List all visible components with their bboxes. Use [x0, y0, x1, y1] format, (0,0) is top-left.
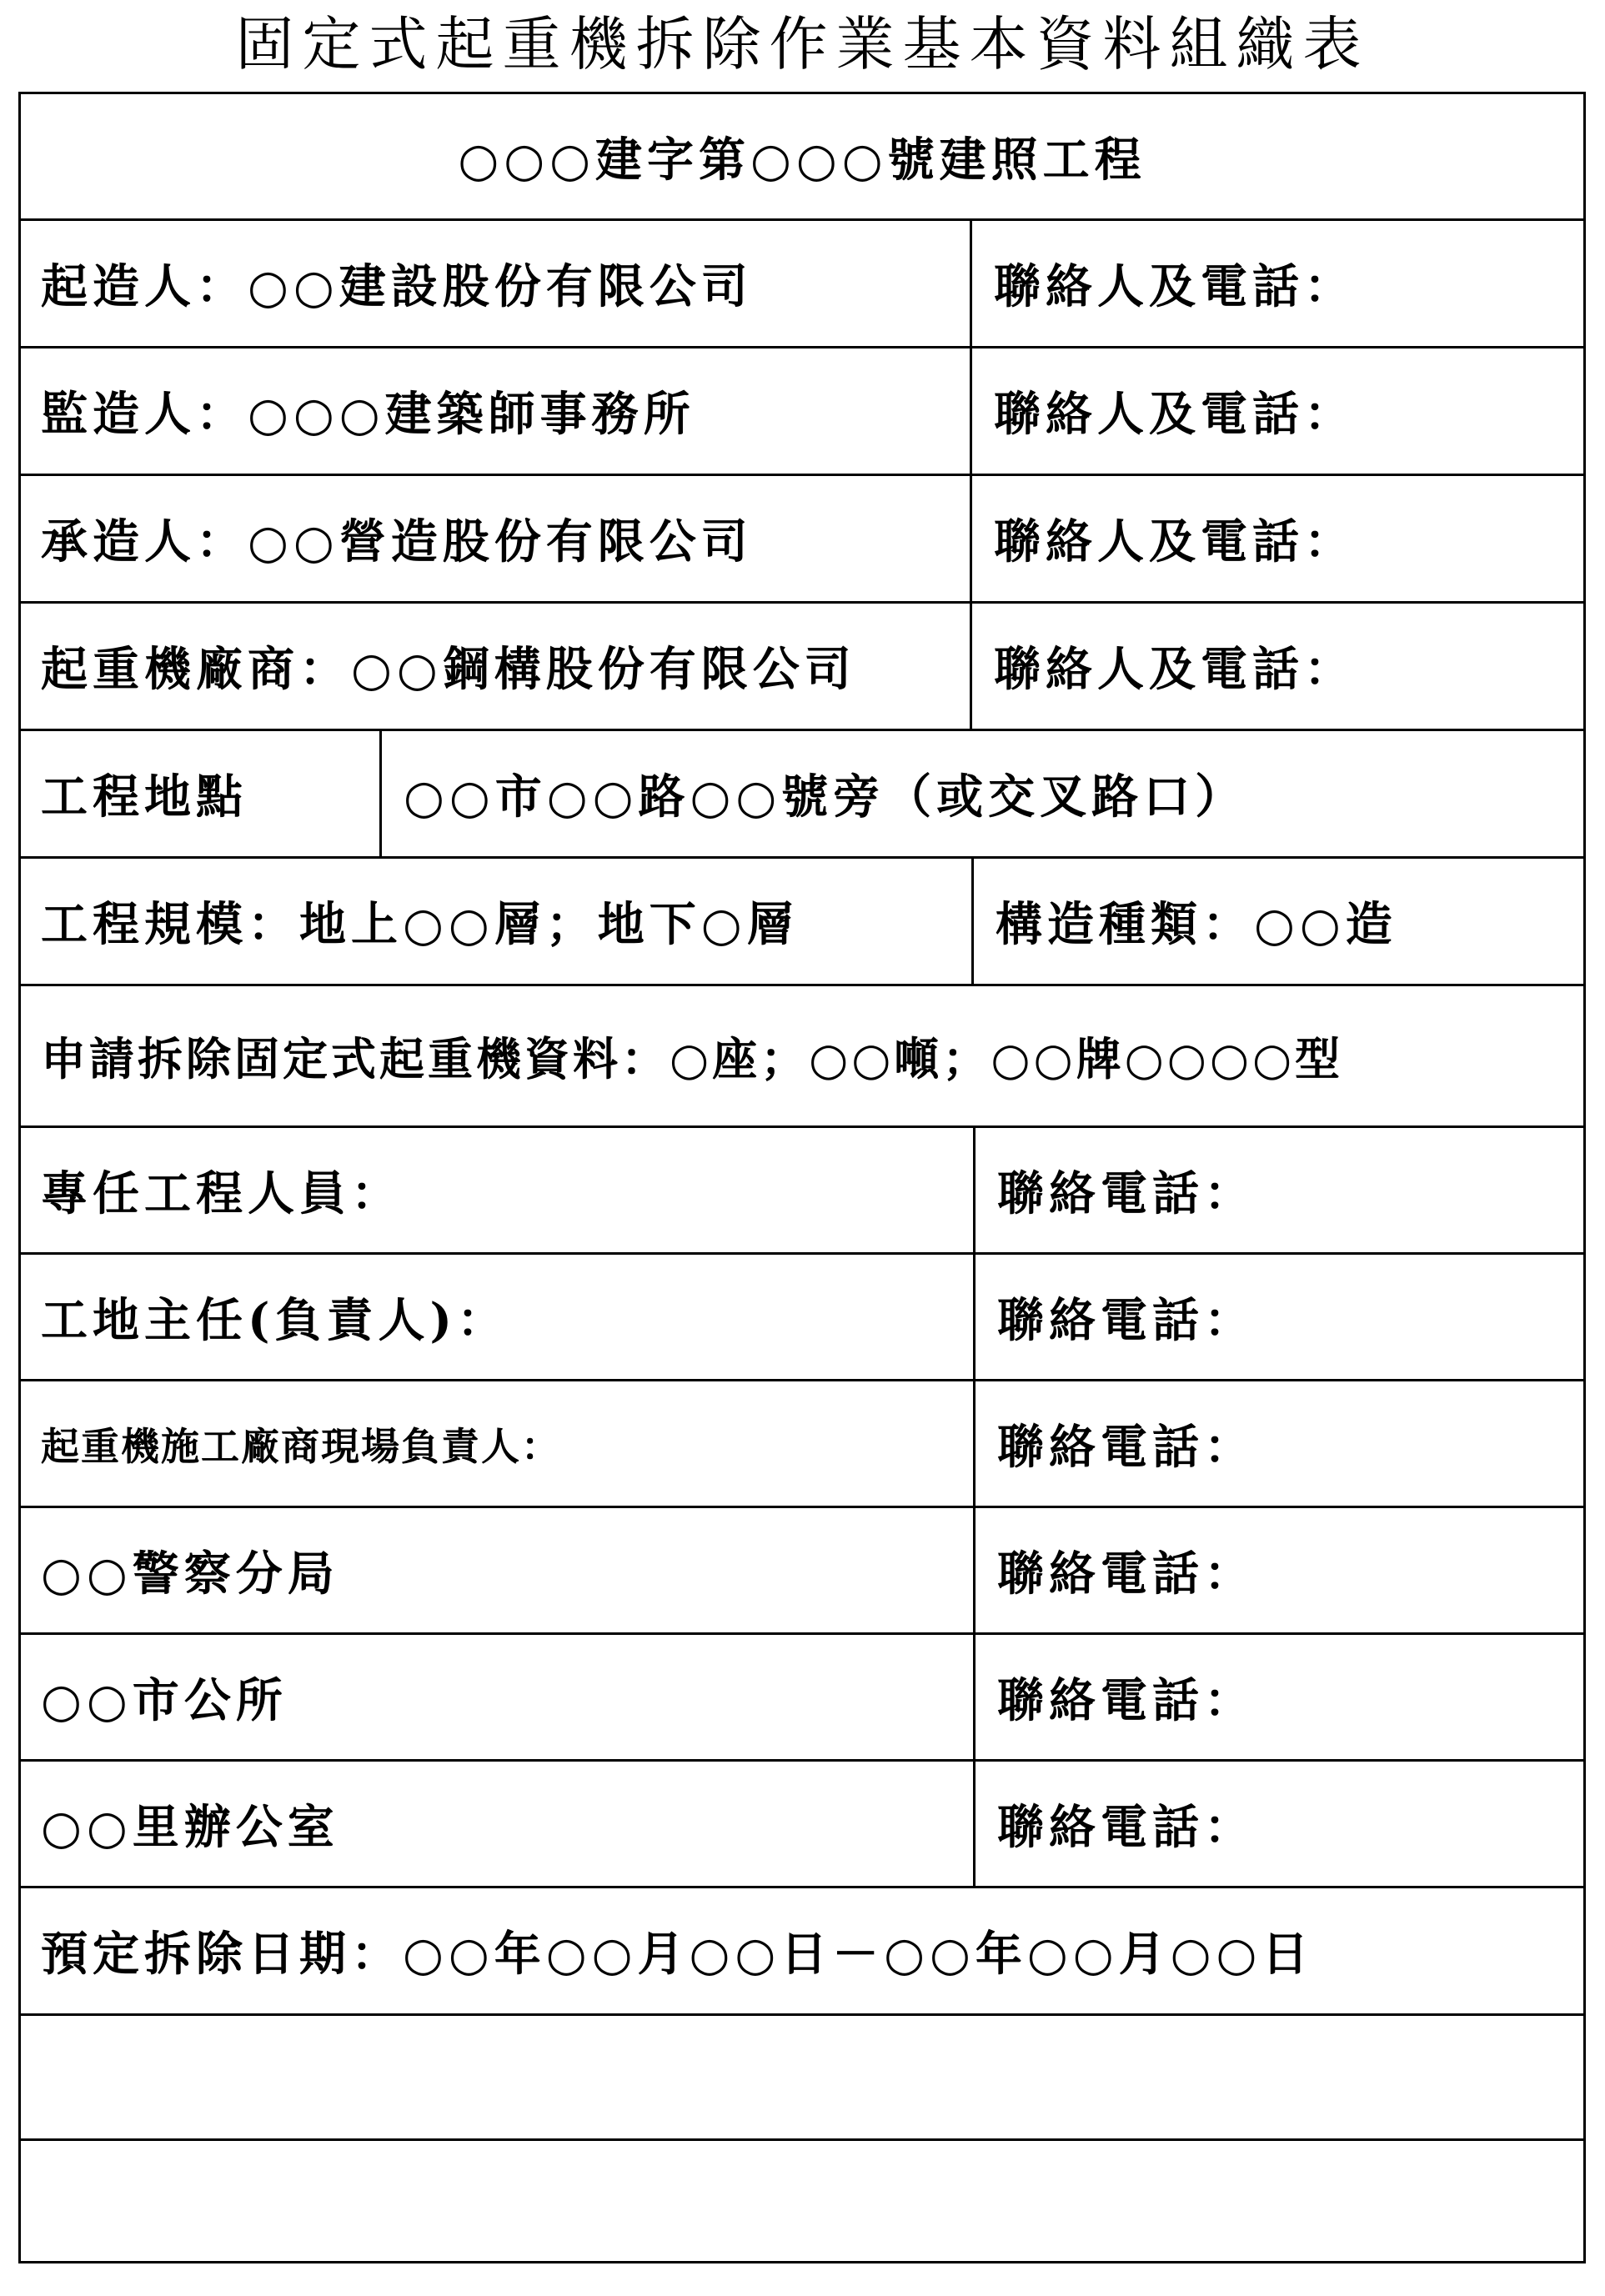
engineer-phone-cell: 聯絡電話： [973, 1128, 1583, 1252]
contractor-row [21, 476, 1583, 604]
supervisor-cell: 監造人：○○○建築師事務所 [41, 387, 695, 442]
organization-table [18, 92, 1586, 2263]
site-value: ○○市○○路○○號旁（或交叉路口） [379, 731, 1583, 856]
city-office-row [21, 1635, 1583, 1762]
supervisor-contact-cell: 聯絡人及電話： [970, 348, 1583, 474]
contractor-cell: 承造人：○○營造股份有限公司 [41, 514, 753, 569]
site-row [21, 731, 1583, 859]
engineer-cell: 專任工程人員： [41, 1166, 403, 1221]
site-director-row [21, 1255, 1583, 1381]
city-office-phone-cell: 聯絡電話： [973, 1635, 1583, 1759]
village-office-row [21, 1762, 1583, 1888]
crane-site-manager-row [21, 1381, 1583, 1508]
city-office-cell: ○○市公所 [41, 1672, 288, 1728]
village-office-cell: ○○里辦公室 [41, 1799, 339, 1855]
village-office-phone-cell: 聯絡電話： [973, 1762, 1583, 1886]
police-cell: ○○警察分局 [41, 1546, 339, 1602]
supervisor-row [21, 348, 1583, 476]
site-director-cell: 工地主任(負責人)： [41, 1292, 509, 1348]
schedule-row [21, 1888, 1583, 2016]
scale-cell: 工程規模：地上○○層；地下○層 [41, 897, 799, 952]
scale-row [21, 859, 1583, 986]
site-label: 工程地點 [41, 770, 248, 825]
blank-row [21, 2141, 1583, 2261]
crane-site-manager-phone-cell: 聯絡電話： [973, 1381, 1583, 1506]
project-row [21, 94, 1583, 221]
builder-row [21, 221, 1583, 348]
crane-vendor-contact-cell: 聯絡人及電話： [970, 604, 1583, 729]
builder-contact-cell: 聯絡人及電話： [970, 221, 1583, 346]
form-title: 固定式起重機拆除作業基本資料組織表 [235, 10, 1370, 78]
crane-info-row [21, 986, 1583, 1128]
builder-cell: 起造人：○○建設股份有限公司 [41, 259, 753, 314]
schedule-cell: 預定拆除日期：○○年○○月○○日－○○年○○月○○日 [41, 1927, 1314, 1982]
blank-row [21, 2016, 1583, 2141]
crane-info-cell: 申請拆除固定式起重機資料：○座；○○噸；○○牌○○○○型 [41, 1032, 1344, 1085]
site-director-phone-cell: 聯絡電話： [973, 1255, 1583, 1379]
crane-site-manager-cell: 起重機施工廠商現場負責人： [41, 1423, 561, 1469]
police-phone-cell: 聯絡電話： [973, 1508, 1583, 1632]
police-row [21, 1508, 1583, 1635]
project-title: ○○○建字第○○○號建照工程 [458, 132, 1146, 188]
structure-type-cell: 構造種類：○○造 [971, 859, 1583, 984]
crane-vendor-cell: 起重機廠商：○○鋼構股份有限公司 [41, 642, 856, 697]
engineer-row [21, 1128, 1583, 1255]
contractor-contact-cell: 聯絡人及電話： [970, 476, 1583, 601]
crane-vendor-row [21, 604, 1583, 731]
